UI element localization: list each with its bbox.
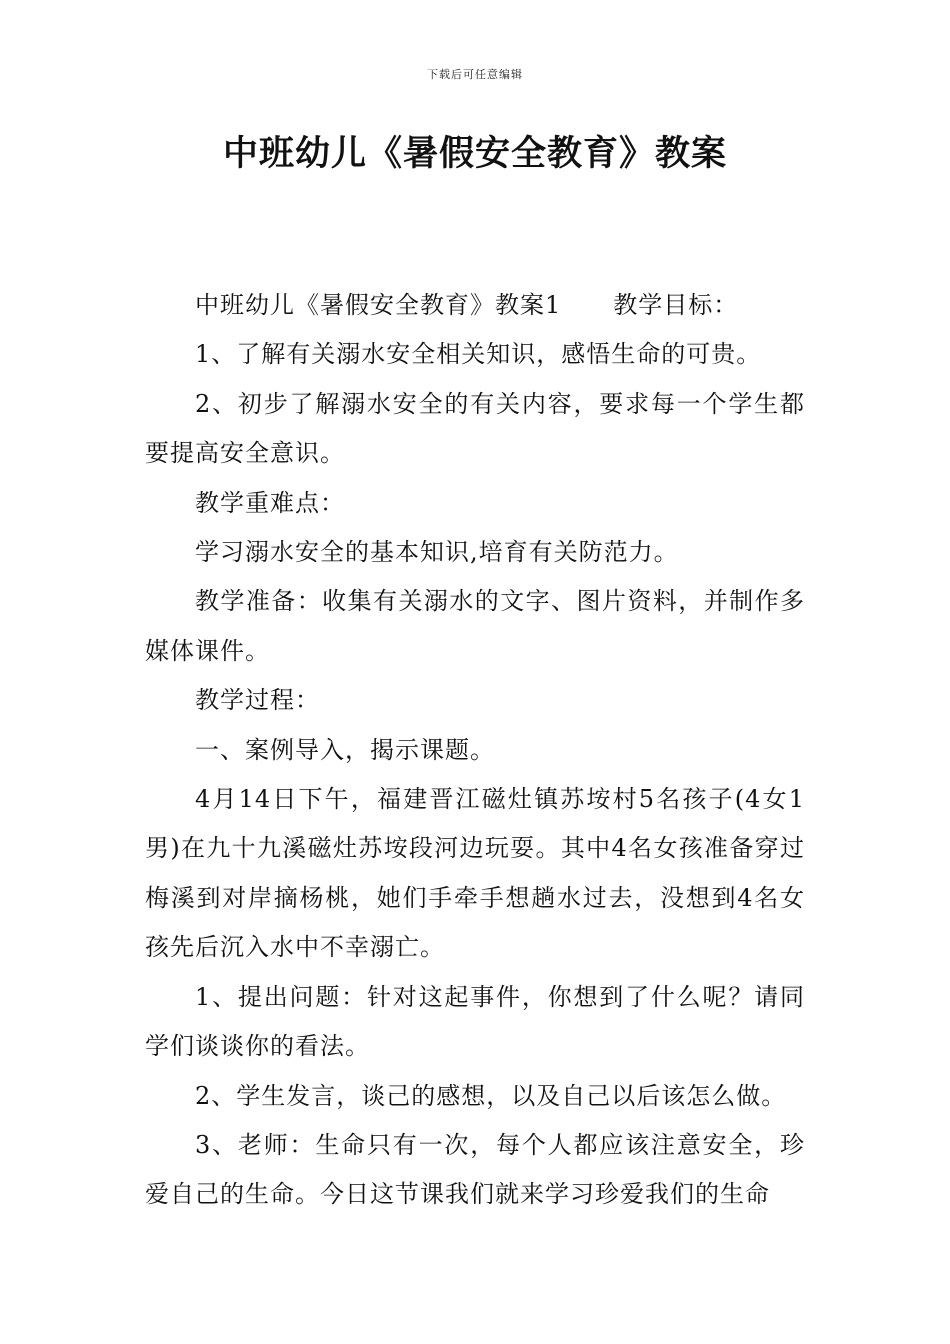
key-difficulties-heading: 教学重难点： bbox=[195, 488, 345, 517]
step-2: 2、学生发言，谈己的感想，以及自己以后该怎么做。 bbox=[195, 1081, 787, 1110]
case-description: 4月14日下午，福建晋江磁灶镇苏垵村5名孩子(4女1男)在九十九溪磁灶苏垵段河边玩耍。其中4名女孩准备穿过梅溪到对岸摘杨桃，她们手牵手想趟水过去，没想到4名女孩先后沉入水中不幸溺亡。 bbox=[145, 785, 805, 962]
key-difficulties-text: 学习溺水安全的基本知识,培育有关防范力。 bbox=[195, 538, 679, 567]
intro-paragraph bbox=[145, 281, 805, 330]
teaching-preparation: 教学准备：收集有关溺水的文字、图片资料，并制作多媒体课件。 bbox=[145, 587, 805, 665]
goal-item-1: 1、了解有关溺水安全相关知识，感悟生命的可贵。 bbox=[195, 340, 762, 369]
teaching-process-heading: 教学过程： bbox=[195, 686, 320, 715]
document-title: 中班幼儿《暑假安全教育》教案 bbox=[222, 134, 727, 174]
section-one-heading: 一、案例导入，揭示课题。 bbox=[195, 735, 495, 764]
step-3: 3、老师：生命只有一次，每个人都应该注意安全，珍爱自己的生命。今日这节课我们就来学习珍爱我们的生命 bbox=[145, 1130, 805, 1209]
document-body bbox=[145, 281, 805, 1220]
teaching-goals-label: 教学目标： bbox=[613, 291, 739, 319]
step-1: 1、提出问题：针对这起事件，你想到了什么呢？请同学们谈谈你的看法。 bbox=[145, 982, 805, 1061]
header-note: 下载后可任意编辑 bbox=[427, 68, 523, 81]
lesson-heading: 中班幼儿《暑假安全教育》教案1 bbox=[195, 291, 562, 319]
goal-item-2: 2、初步了解溺水安全的有关内容，要求每一个学生都要提高安全意识。 bbox=[145, 389, 805, 468]
